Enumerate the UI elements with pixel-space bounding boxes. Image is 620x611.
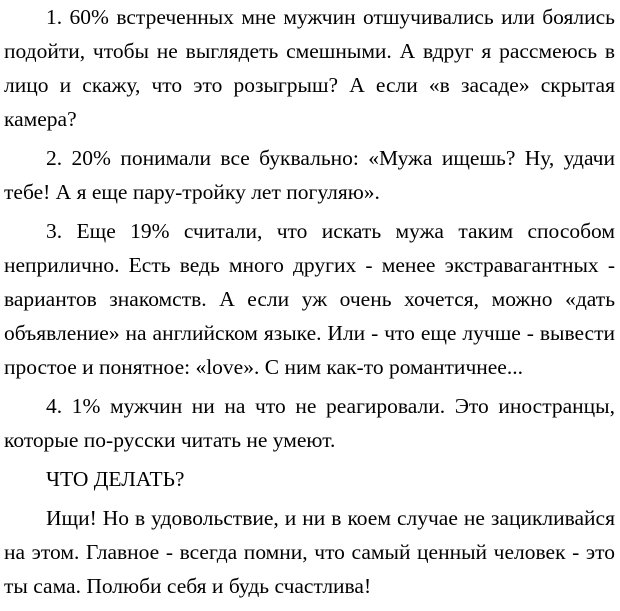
section-heading: ЧТО ДЕЛАТЬ? [46, 467, 185, 491]
text-line: неприлично. Есть ведь много других - менее экстравагантных - [4, 253, 615, 277]
text-line: на этом. Главное - всегда помни, что самый ценный человек - это [4, 540, 615, 564]
text-line: 4. 1% мужчин ни на что не реагировали. Это иностранцы, [46, 394, 615, 418]
text-line: лицо и скажу, что это розыгрыш? А если «в засаде» скрытая [4, 73, 615, 97]
text-line: камера? [4, 107, 77, 131]
text-line: Ищи! Но в удовольствие, и ни в коем случае не зацикливайся [46, 506, 615, 530]
text-line: 2. 20% понимали все буквально: «Мужа ищешь? Ну, удачи [46, 146, 615, 170]
text-line: подойти, чтобы не выглядеть смешными. А вдруг я рассмеюсь в [4, 39, 615, 63]
text-line: простое и понятное: «love». С ним как-то романтичнее... [4, 355, 523, 379]
text-line: тебе! А я еще пару-тройку лет погуляю». [4, 180, 380, 204]
text-line: которые по-русски читать не умеют. [4, 428, 336, 452]
text-line: ты сама. Полюби себя и будь счастлива! [4, 574, 372, 598]
text-line: 1. 60% встреченных мне мужчин отшучивались или боялись [46, 5, 615, 29]
text-line: 3. Еще 19% считали, что искать мужа таким способом [46, 219, 615, 243]
text-line: вариантов знакомств. А если уж очень хочется, можно «дать [4, 287, 615, 311]
text-line: объявление» на английском языке. Или - что еще лучше - вывести [4, 321, 615, 345]
